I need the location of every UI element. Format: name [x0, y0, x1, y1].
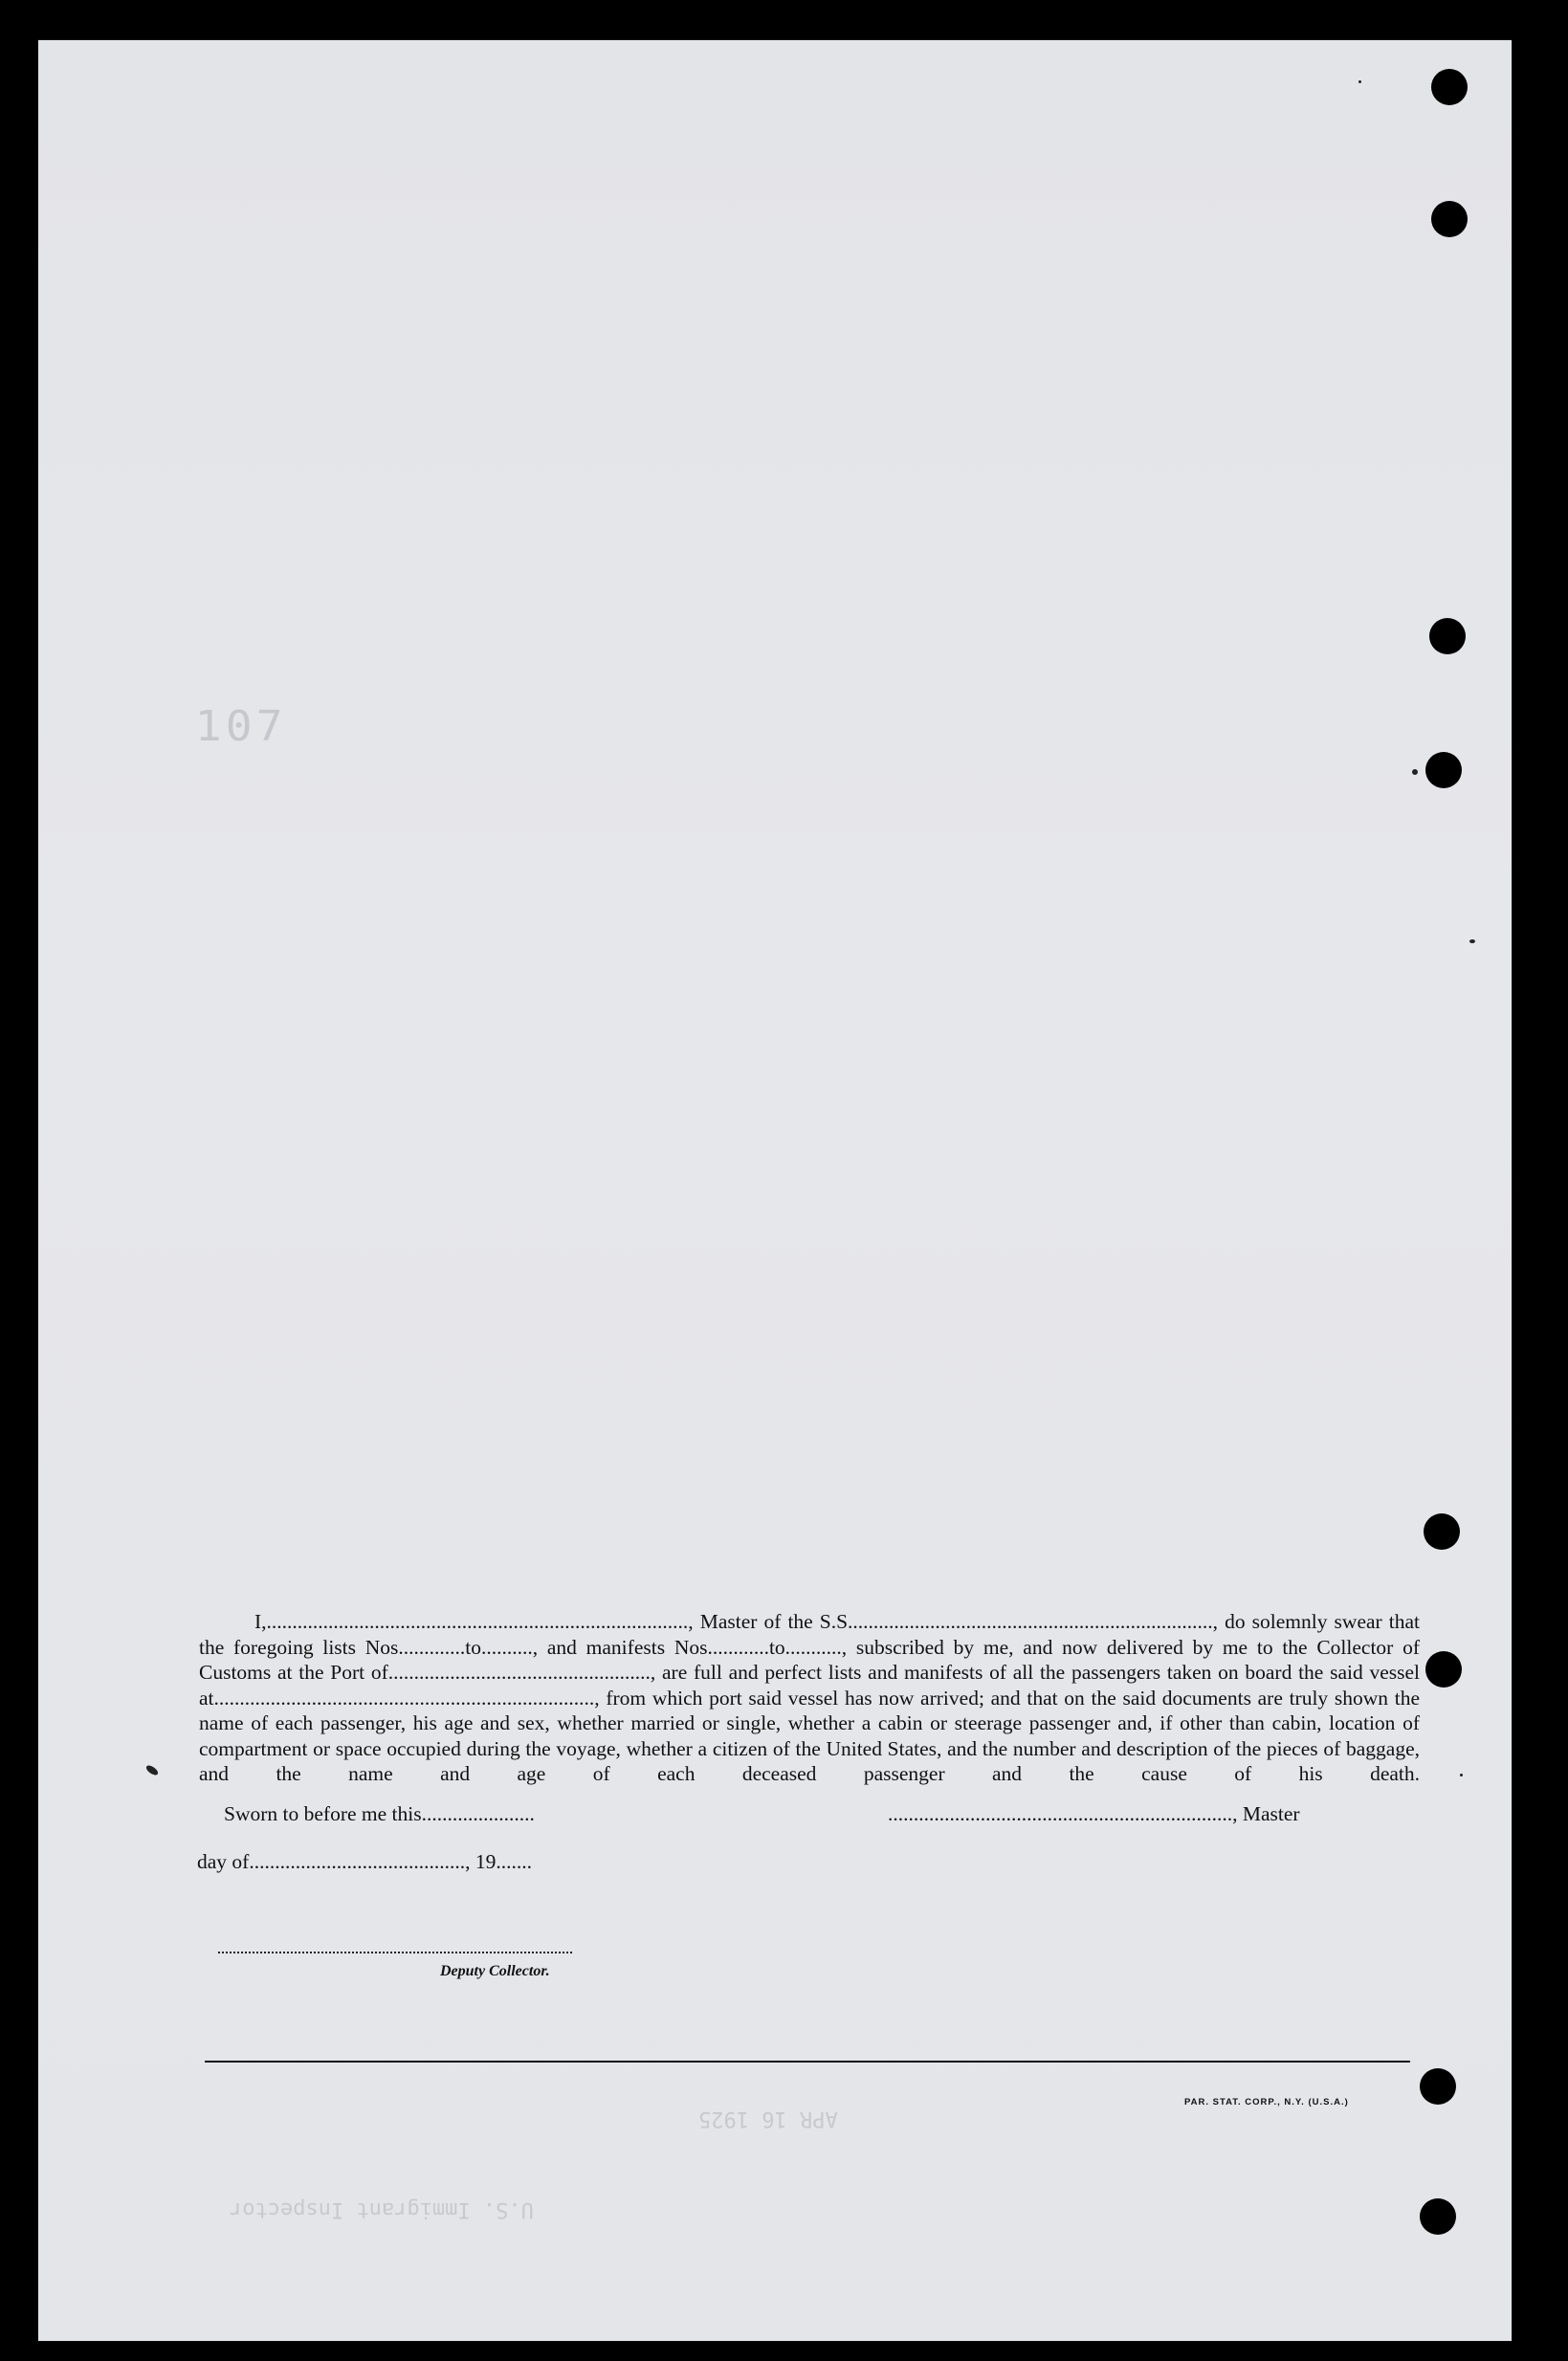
- oath-text: I,.................................................................................., Master of the S.S......................................................................., do solemnly swear that the foregoing lists Nos.............to.........., and manifests Nos............to..........., subscribed by me, and now delivered by me to the Collector of Customs at the Port of..................................................., are full and perfect lists and manifests of all the passengers taken on board the said vessel at.........................................................................., from which port said vessel has now arrived; and that on the said documents are truly shown the name of each passenger, his age and sex, whether married or single, whether a cabin or steerage passenger and, if other than cabin, location of compartment or space occupied during the voyage, whether a citizen of the United States, and the number and description of the pieces of baggage, and the name and age of each deceased passenger and the cause of his death.: [199, 1610, 1420, 1785]
- faint-office-stamp: U.S. Immigrant Inspector: [230, 2197, 534, 2221]
- paper-speck: [1358, 80, 1361, 83]
- paper-speck: [1460, 1774, 1463, 1776]
- punch-hole-4: [1425, 752, 1462, 788]
- master-oath-paragraph: [199, 1609, 1420, 1787]
- punch-hole-7: [1420, 2068, 1456, 2105]
- punch-hole-1: [1431, 69, 1468, 105]
- paper-speck: [1412, 769, 1418, 775]
- paper-speck: [1469, 939, 1475, 943]
- deputy-collector-label: Deputy Collector.: [440, 1963, 550, 1979]
- day-of-line: day of.........................................., 19.......: [197, 1850, 532, 1873]
- manifest-page: [38, 40, 1512, 2341]
- paper-speck: [144, 1764, 159, 1777]
- deputy-signature-dotted-line: [218, 1952, 572, 1953]
- faint-page-number: 107: [194, 702, 287, 751]
- master-signature-line: ..................................................................., Master: [888, 1802, 1300, 1825]
- sworn-before-line: Sworn to before me this......................: [224, 1802, 535, 1825]
- punch-hole-2: [1431, 201, 1468, 237]
- punch-hole-6: [1425, 1651, 1462, 1688]
- faint-date-stamp: APR 16 1925: [698, 2107, 838, 2130]
- punch-hole-5: [1424, 1513, 1460, 1550]
- printer-mark: PAR. STAT. CORP., N.Y. (U.S.A.): [1184, 2097, 1349, 2107]
- punch-hole-8: [1420, 2198, 1456, 2235]
- bottom-rule: [205, 2061, 1410, 2063]
- punch-hole-3: [1429, 618, 1466, 654]
